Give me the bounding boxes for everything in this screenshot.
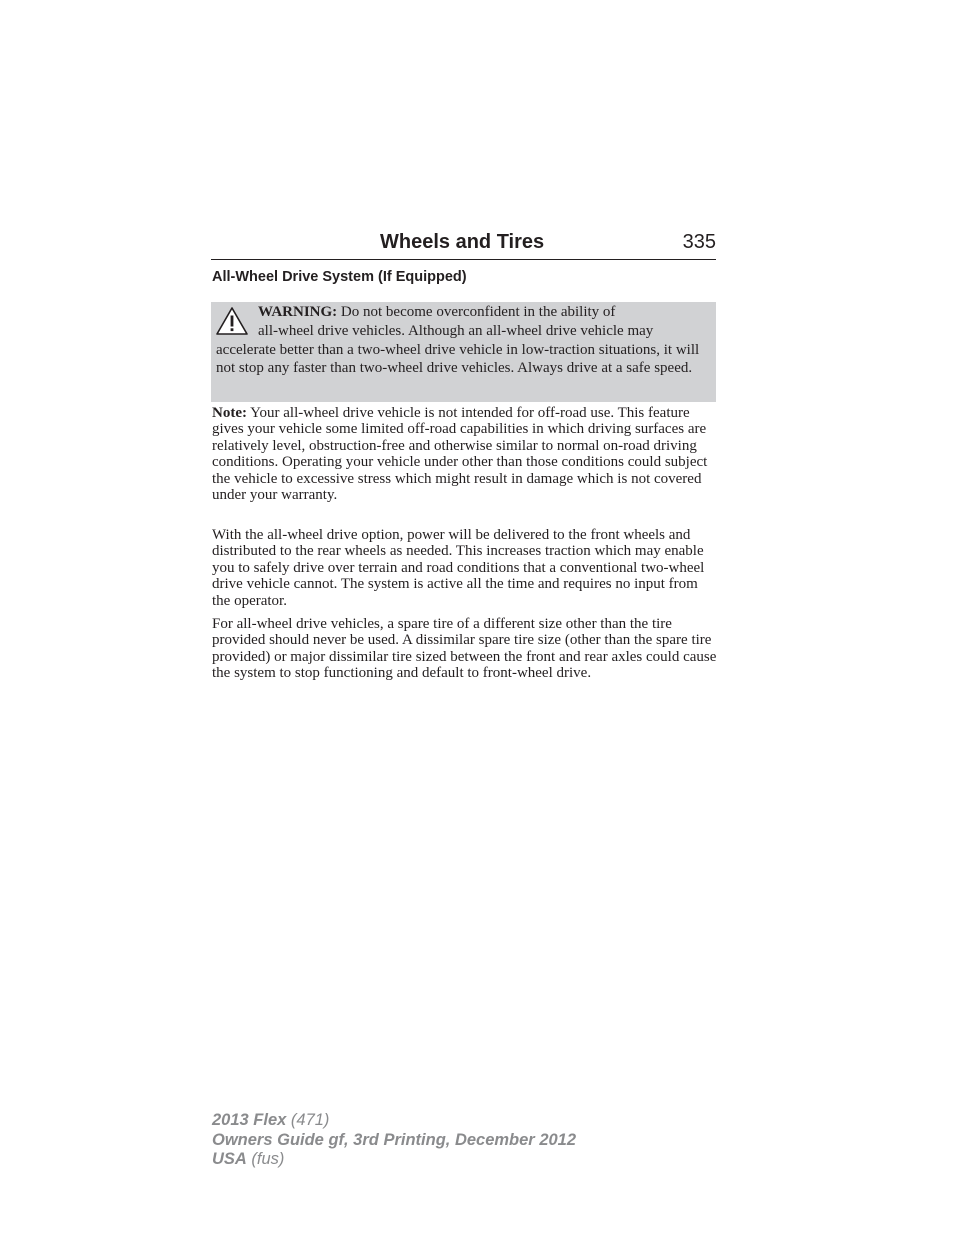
warning-text xyxy=(216,303,708,378)
warning-label: WARNING: xyxy=(258,304,338,320)
footer-market-code: (fus) xyxy=(246,1150,285,1168)
warning-text-rest: accelerate better than a two-wheel drive vehicle in low-traction situations, it will not stop any faster than two-wheel drive vehicles. Always drive at a safe speed. xyxy=(216,341,700,377)
section-heading: All-Wheel Drive System (If Equipped) xyxy=(212,269,467,285)
note-label: Note: xyxy=(212,405,247,421)
spare-tire-paragraph: For all-wheel drive vehicles, a spare tire of a different size other than the tire provided should never be used. A dissimilar spare tire size (other than the spare tire provided) or major dissimilar tire sized between the front and rear axles could cause the system to stop functioning and default to front-wheel drive. xyxy=(212,616,717,682)
page-footer xyxy=(212,1111,576,1170)
page-number: 335 xyxy=(682,231,716,253)
footer-line-2: Owners Guide gf, 3rd Printing, December 2012 xyxy=(212,1130,577,1149)
footer-market: USA xyxy=(212,1150,247,1168)
note-text: Your all-wheel drive vehicle is not intended for off-road use. This feature gives your vehicle some limited off-road capabilities in which driving surfaces are relatively level, obstruction-free and otherwise similar to normal on-road driving conditions. Operating your vehicle under other than those conditions could subject the vehicle to excessive stress which might result in damage which is not covered under your warranty. xyxy=(212,405,708,504)
footer-line-3 xyxy=(212,1150,576,1170)
footer-model-code: (471) xyxy=(286,1111,330,1129)
footer-line-1 xyxy=(212,1111,576,1131)
warning-text-line2: all-wheel drive vehicles. Although an all-wheel drive vehicle may xyxy=(258,322,654,339)
warning-box xyxy=(211,302,716,402)
footer-model: 2013 Flex xyxy=(212,1111,287,1129)
note-paragraph xyxy=(212,405,718,503)
awd-description-paragraph: With the all-wheel drive option, power will be delivered to the front wheels and distributed to the rear wheels as needed. This increases traction which may enable you to safely drive over terrain and road conditions that a conventional two-wheel drive vehicle cannot. The system is active all the time and requires no input from the operator. xyxy=(212,527,705,609)
warning-text-line1: Do not become overconfident in the ability of xyxy=(337,304,616,320)
chapter-title: Wheels and Tires xyxy=(380,231,545,253)
page-header xyxy=(211,229,716,260)
